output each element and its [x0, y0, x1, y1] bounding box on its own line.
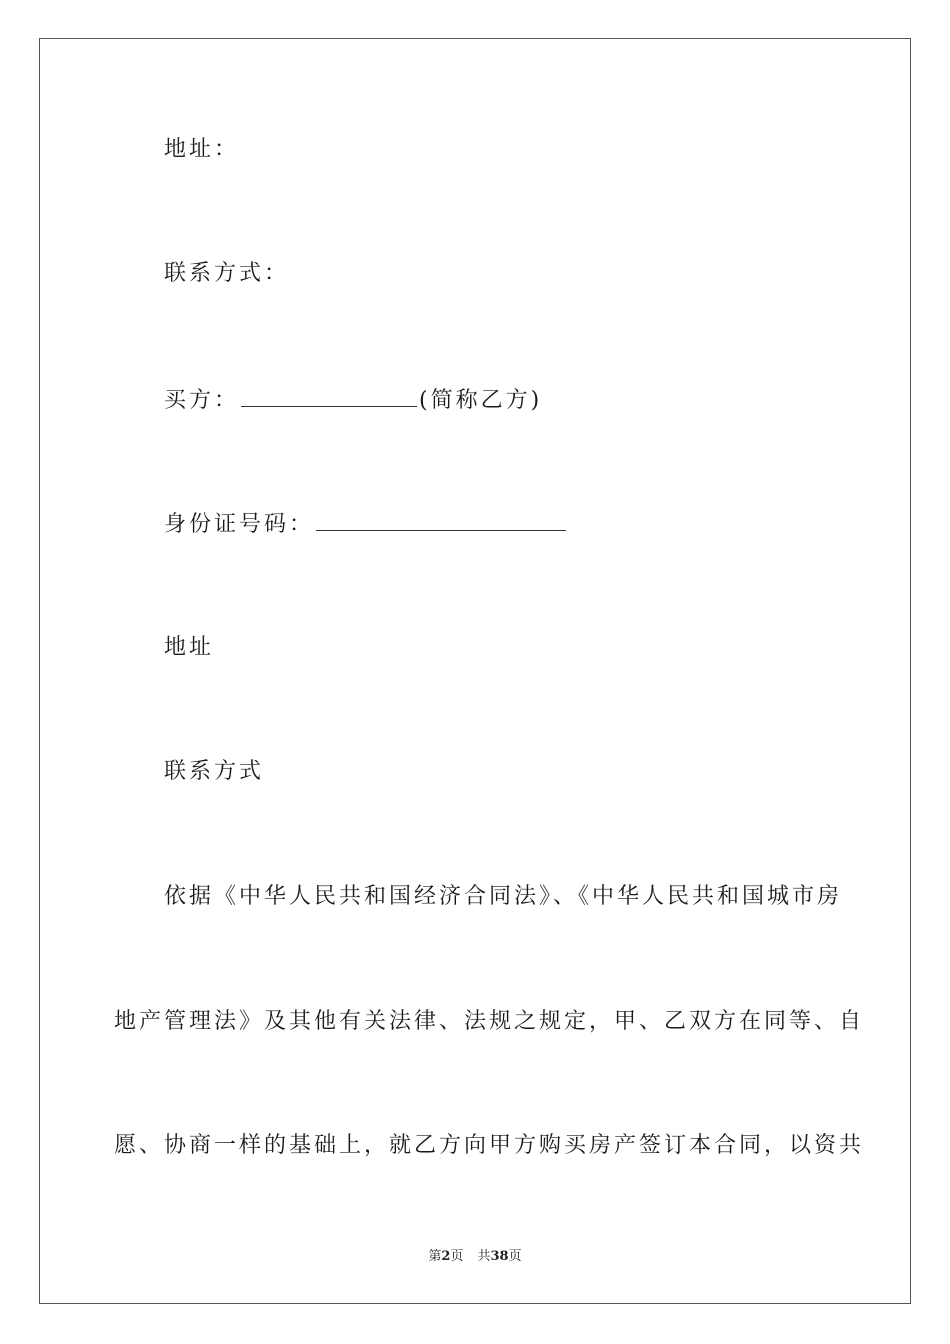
buyer-label: 买方： — [164, 388, 240, 413]
id-number-blank[interactable] — [316, 508, 566, 531]
id-number-label: 身份证号码： — [164, 512, 315, 537]
page-footer — [0, 1248, 950, 1266]
paragraph-line-3: 愿、协商一样的基础上，就乙方向甲方购买房产签订本合同，以资共 — [114, 1133, 865, 1158]
buyer-note: (简称乙方) — [419, 388, 543, 413]
footer-page-suffix: 页 — [450, 1249, 464, 1264]
buyer-line — [164, 384, 542, 416]
buyer-address-label: 地址 — [164, 635, 215, 660]
id-number-line — [164, 508, 568, 540]
buyer-contact-label: 联系方式 — [164, 759, 265, 784]
footer-current-page: 2 — [441, 1249, 451, 1264]
paragraph-line-2: 地产管理法》及其他有关法律、法规之规定，甲、乙双方在同等、自 — [114, 1009, 865, 1034]
seller-address-label: 地址： — [164, 137, 240, 162]
footer-total-pages: 38 — [490, 1249, 509, 1264]
footer-total-prefix: 共 — [477, 1249, 491, 1264]
paragraph-line-1: 依据《中华人民共和国经济合同法》、《中华人民共和国城市房 — [164, 884, 843, 909]
footer-page-prefix: 第 — [428, 1249, 442, 1264]
page-frame — [39, 38, 911, 1304]
buyer-name-blank[interactable] — [241, 384, 417, 407]
footer-total-suffix: 页 — [508, 1249, 522, 1264]
seller-contact-label: 联系方式： — [164, 261, 290, 286]
